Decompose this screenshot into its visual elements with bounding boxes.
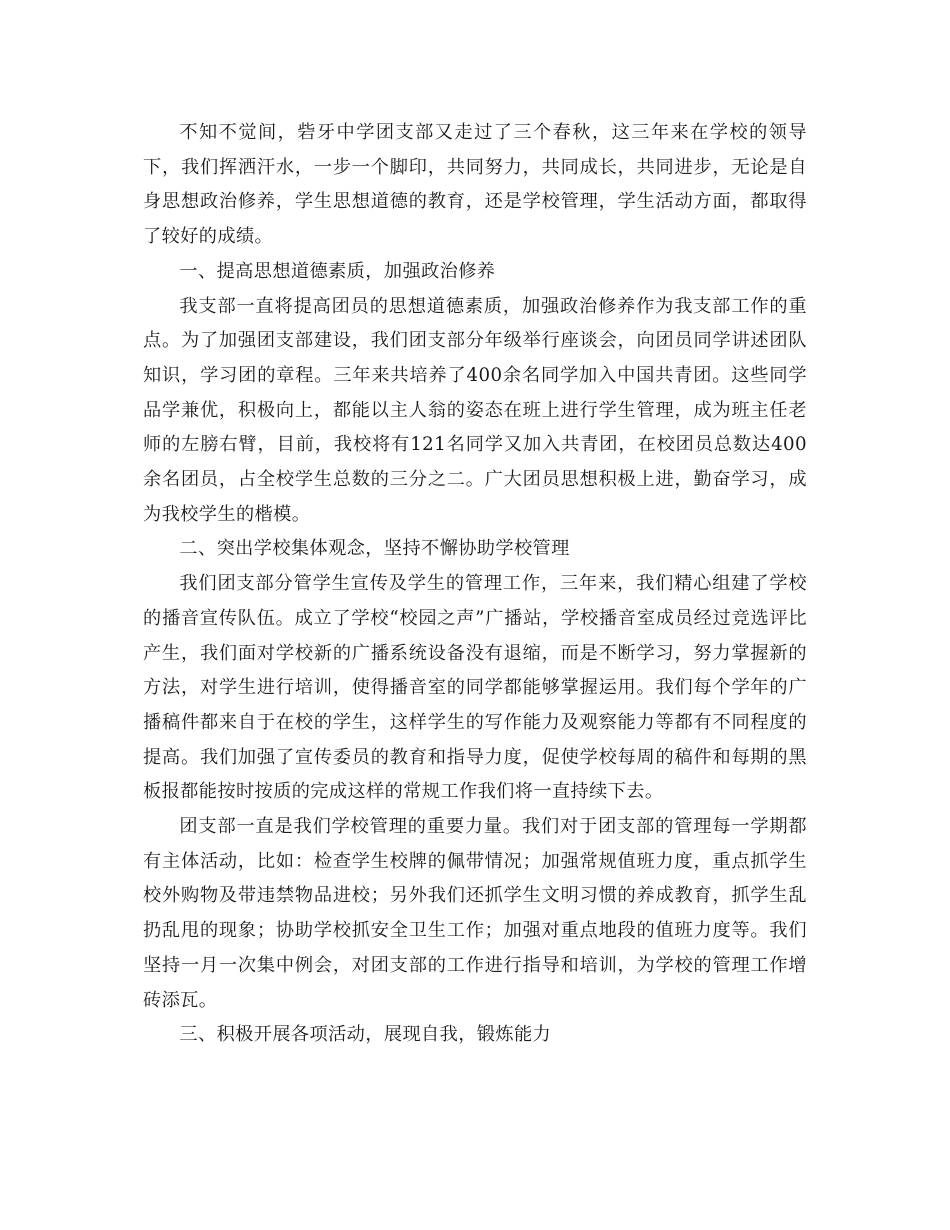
intro-paragraph: 不知不觉间，砦牙中学团支部又走过了三个春秋，这三年来在学校的领导下，我们挥洒汗水，一步一个脚印，共同努力，共同成长，共同进步，无论是自身思想政治修养，学生思想道德的教育，还是学校管理，学生活动方面，都取得了较好的成绩。 <box>143 122 807 248</box>
section-heading-2: 二、突出学校集体观念，坚持不懈协助学校管理 <box>179 538 570 560</box>
section-heading-1: 一、提高思想道德素质，加强政治修养 <box>179 260 496 282</box>
section-heading-3: 三、积极开展各项活动，展现自我，锻炼能力 <box>179 1024 552 1046</box>
document-body <box>143 116 807 1053</box>
section-2-paragraph-1: 我们团支部分管学生宣传及学生的管理工作，三年来，我们精心组建了学校的播音宣传队伍。成立了学校“校园之声”广播站，学校播音室成员经过竞选评比产生，我们面对学校新的广播系统设备没有退缩，而是不断学习，努力掌握新的方法，对学生进行培训，使得播音室的同学都能够掌握运用。我们每个学年的广播稿件都来自于在校的学生，这样学生的写作能力及观察能力等都有不同程度的提高。我们加强了宣传委员的教育和指导力度，促使学校每周的稿件和每期的黑板报都能按时按质的完成这样的常规工作我们将一直持续下去。 <box>143 573 807 803</box>
section-2-paragraph-2: 团支部一直是我们学校管理的重要力量。我们对于团支部的管理每一学期都有主体活动，比如：检查学生校牌的佩带情况；加强常规值班力度，重点抓学生校外购物及带违禁物品进校；另外我们还抓学生文明习惯的养成教育，抓学生乱扔乱甩的现象；协助学校抓安全卫生工作；加强对重点地段的值班力度等。我们坚持一月一次集中例会，对团支部的工作进行指导和培训，为学校的管理工作增砖添瓦。 <box>143 816 807 1011</box>
section-1-paragraph: 我支部一直将提高团员的思想道德素质，加强政治修养作为我支部工作的重点。为了加强团支部建设，我们团支部分年级举行座谈会，向团员同学讲述团队知识，学习团的章程。三年来共培养了400余名同学加入中国共青团。这些同学品学兼优，积极向上，都能以主人翁的姿态在班上进行学生管理，成为班主任老师的左膀右臂，目前，我校将有121名同学又加入共青团，在校团员总数达400余名团员，占全校学生总数的三分之二。广大团员思想积极上进，勤奋学习，成为我校学生的楷模。 <box>143 295 807 525</box>
